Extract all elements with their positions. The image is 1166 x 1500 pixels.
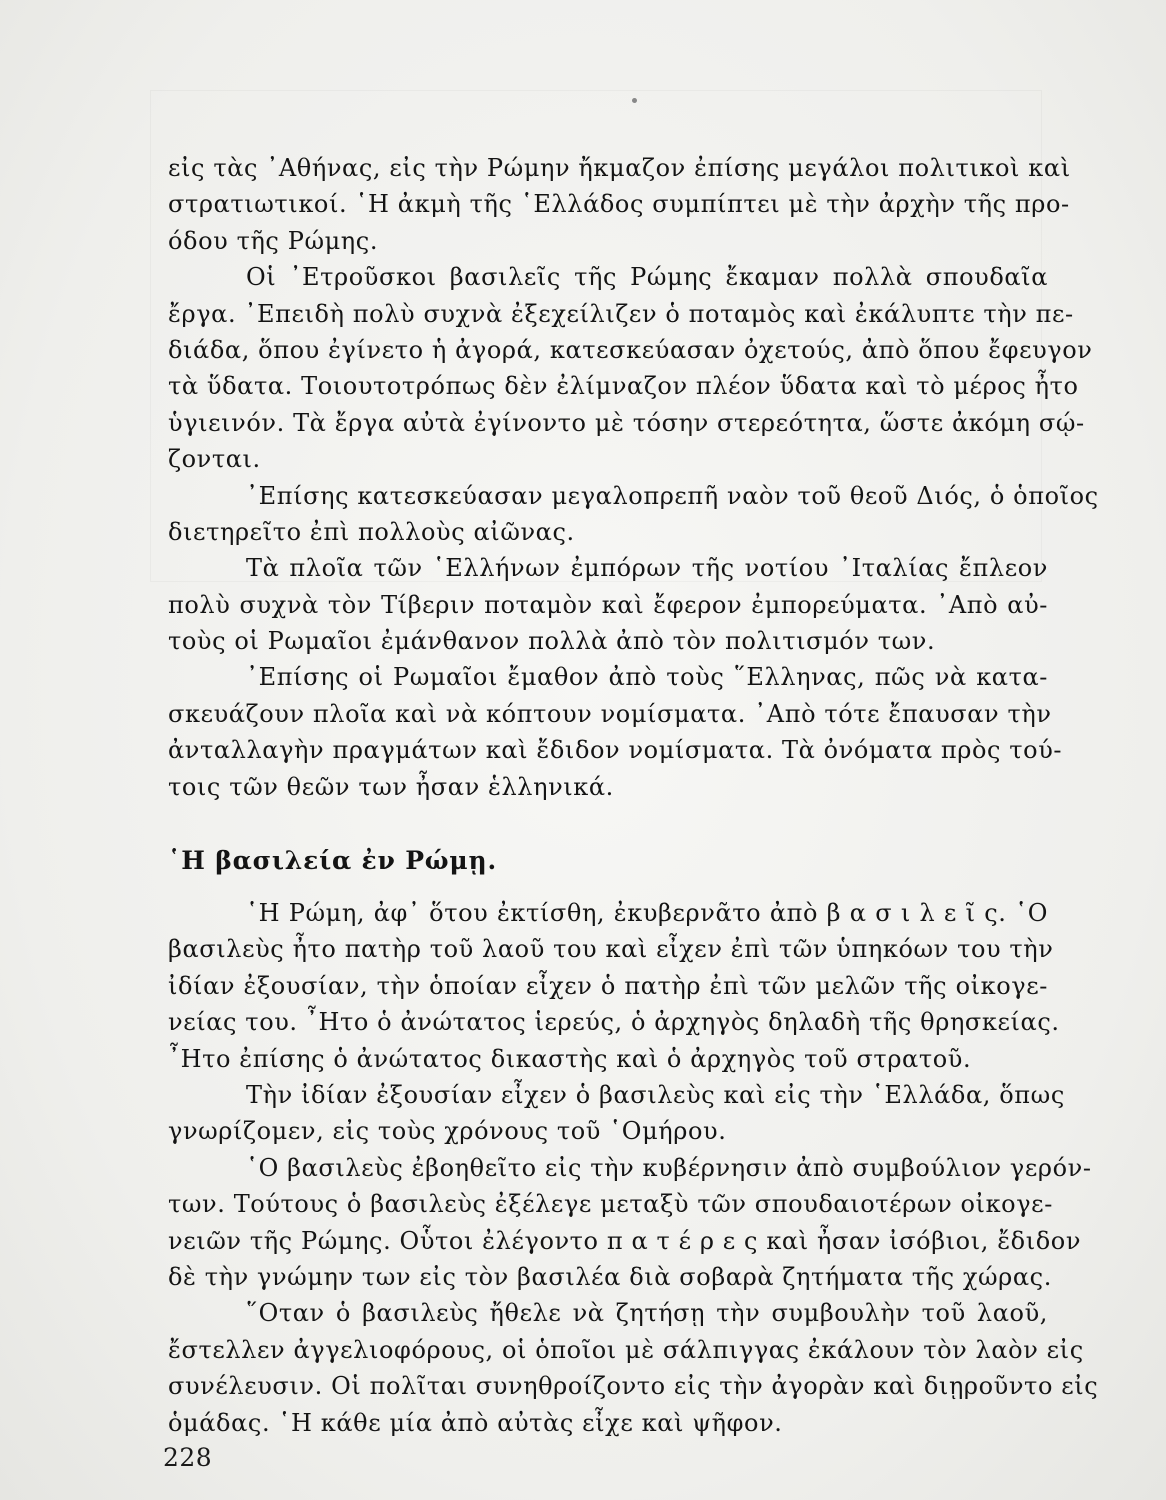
text-line: ῏Ητο ἐπίσης ὁ ἀνώτατος δικαστὴς καὶ ὁ ἀρχηγὸς τοῦ στρατοῦ.: [168, 1044, 972, 1073]
section-heading: ῾Η βασιλεία ἐν Ρώμῃ.: [168, 846, 497, 876]
text-line: ἔστελλεν ἀγγελιοφόρους, οἱ ὁποῖοι μὲ σάλπιγγας ἐκάλουν τὸν λαὸν εἰς: [168, 1335, 1084, 1364]
text-line: ὁμάδας. ῾Η κάθε μία ἀπὸ αὐτὰς εἶχε καὶ ψῆφον.: [168, 1408, 783, 1437]
text-line: Τὴν ἰδίαν ἐξουσίαν εἶχεν ὁ βασιλεὺς καὶ εἰς τὴν ῾Ελλάδα, ὅπως: [246, 1080, 1065, 1109]
text-line: διετηρεῖτο ἐπὶ πολλοὺς αἰῶνας.: [168, 517, 575, 546]
text-line: ὑγιεινόν. Τὰ ἔργα αὐτὰ ἐγίνοντο μὲ τόσην στερεότητα, ὥστε ἀκόμη σῴ-: [168, 408, 1085, 437]
text-line: τοὺς οἱ Ρωμαῖοι ἐμάνθανον πολλὰ ἀπὸ τὸν πολιτισμόν των.: [168, 627, 936, 656]
text-line: τὰ ὕδατα. Τοιουτοτρόπως δὲν ἐλίμναζον πλέον ὕδατα καὶ τὸ μέρος ἦτο: [168, 372, 1079, 401]
text-line: στρατιωτικοί. ῾Η ἀκμὴ τῆς ῾Ελλάδος συμπίπτει μὲ τὴν ἀρχὴν τῆς προ-: [168, 190, 1070, 219]
text-line: των. Τούτους ὁ βασιλεὺς ἐξέλεγε μεταξὺ τῶν σπουδαιοτέρων οἰκογε-: [168, 1190, 1053, 1219]
text-line: νείας του. ῏Ητο ὁ ἀνώτατος ἱερεύς, ὁ ἀρχηγὸς δηλαδὴ τῆς θρησκείας.: [168, 1008, 1060, 1037]
text-line: διάδα, ὅπου ἐγίνετο ἡ ἀγορά, κατεσκεύασαν ὀχετούς, ἀπὸ ὅπου ἔφευγον: [168, 335, 1093, 364]
text-line: ᾿Επίσης κατεσκεύασαν μεγαλοπρεπῆ ναὸν τοῦ θεοῦ Διός, ὁ ὁποῖος: [246, 481, 1099, 510]
text-line: δὲ τὴν γνώμην των εἰς τὸν βασιλέα διὰ σοβαρὰ ζητήματα τῆς χώρας.: [168, 1262, 1052, 1291]
text-line: γνωρίζομεν, εἰς τοὺς χρόνους τοῦ ῾Ομήρου.: [168, 1117, 727, 1146]
text-line: πολὺ συχνὰ τὸν Τίβεριν ποταμὸν καὶ ἔφερον ἐμπορεύματα. ᾿Απὸ αὐ-: [168, 590, 1048, 619]
page-number: 228: [163, 1443, 213, 1472]
text-line: βασιλεὺς ἦτο πατὴρ τοῦ λαοῦ του καὶ εἶχεν ἐπὶ τῶν ὑπηκόων του τὴν: [168, 935, 1054, 964]
text-line: Οἱ ᾿Ετροῦσκοι βασιλεῖς τῆς Ρώμης ἔκαμαν πολλὰ σπουδαῖα: [246, 263, 1048, 292]
section-gap: [168, 805, 1048, 843]
text-line: ἔργα. ᾿Επειδὴ πολὺ συχνὰ ἐξεχείλιζεν ὁ ποταμὸς καὶ ἐκάλυπτε τὴν πε-: [168, 299, 1074, 328]
text-line: ῾Η Ρώμη, ἀφ᾿ ὅτου ἐκτίσθη, ἐκυβερνᾶτο ἀπὸ β α σ ι λ ε ῖ ς. ῾Ο: [246, 899, 1048, 928]
text-line: συνέλευσιν. Οἱ πολῖται συνηθροίζοντο εἰς τὴν ἀγορὰν καὶ διῃροῦντο εἰς: [168, 1372, 1099, 1401]
text-line: ἰδίαν ἐξουσίαν, τὴν ὁποίαν εἶχεν ὁ πατὴρ ἐπὶ τῶν μελῶν τῆς οἰκογε-: [168, 971, 1048, 1000]
text-line: ζονται.: [168, 445, 261, 474]
heading-gap: [168, 879, 1048, 895]
text-line: τοις τῶν θεῶν των ἦσαν ἑλληνικά.: [168, 772, 614, 801]
text-line: ῞Οταν ὁ βασιλεὺς ἤθελε νὰ ζητήσῃ τὴν συμβουλὴν τοῦ λαοῦ,: [246, 1299, 1048, 1328]
text-line: σκευάζουν πλοῖα καὶ νὰ κόπτουν νομίσματα. ᾿Απὸ τότε ἔπαυσαν τὴν: [168, 699, 1052, 728]
text-line: ἀνταλλαγὴν πραγμάτων καὶ ἔδιδον νομίσματα. Τὰ ὀνόματα πρὸς τού-: [168, 736, 1063, 765]
text-line: εἰς τὰς ᾿Αθήνας, εἰς τὴν Ρώμην ἤκμαζον ἐπίσης μεγάλοι πολιτικοὶ καὶ: [168, 154, 1071, 182]
text-line: ῾Ο βασιλεὺς ἐβοηθεῖτο εἰς τὴν κυβέρνησιν ἀπὸ συμβούλιον γερόν-: [246, 1153, 1092, 1182]
text-line: όδου τῆς Ρώμης.: [168, 226, 379, 255]
ink-speck: [632, 98, 637, 103]
text-line: ᾿Επίσης οἱ Ρωμαῖοι ἔμαθον ἀπὸ τοὺς ῞Ελληνας, πῶς νὰ κατα-: [246, 663, 1048, 692]
page-body: [168, 150, 1099, 1441]
text-line: νειῶν τῆς Ρώμης. Οὗτοι ἐλέγοντο π α τ έ ρ ε ς καὶ ἦσαν ἰσόβιοι, ἔδιδον: [168, 1226, 1082, 1255]
text-line: Τὰ πλοῖα τῶν ῾Ελλήνων ἐμπόρων τῆς νοτίου ᾿Ιταλίας ἔπλεον: [246, 554, 1048, 583]
